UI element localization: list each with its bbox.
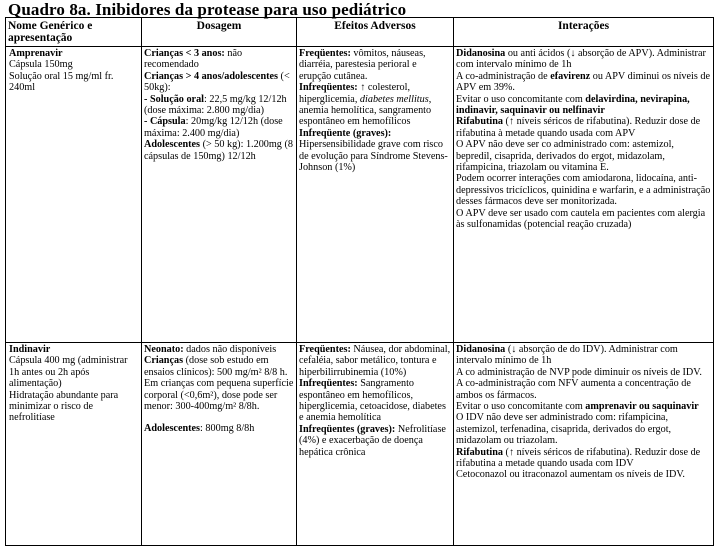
- interaction-text: A co-administração de: [456, 70, 551, 82]
- interaction-text: Evitar o uso concomitante com: [456, 401, 586, 413]
- interaction-text: ou anti ácidos (↓ absorção de APV). Administrar com intervalo mínimo de 1h: [456, 48, 706, 71]
- interaction-text: O IDV não deve ser administrado com: rifampicina, astemizol, terfenadina, cisaprida, derivados do ergot, midazolam ou triazolam.: [456, 412, 672, 447]
- effect-text: Náusea, dor abdominal, cefaléia, sabor metálico, tontura e hiperbilirrubinemia (10%): [299, 344, 451, 378]
- dose-text: : 20mg/kg 12/12h (dose máxima: 2.400 mg/dia): [144, 116, 283, 139]
- interaction-text: ou APV diminui os níveis de APV em 39%.: [456, 70, 710, 94]
- effect-label: Infreqüente (graves):: [299, 127, 392, 139]
- dosage-cell: [142, 343, 297, 546]
- interaction-drug: efavirenz: [550, 70, 591, 82]
- interaction-drug: Didanosina: [456, 48, 506, 59]
- dose-text: não recomendado: [144, 48, 243, 71]
- dose-text: (> 50 kg): 1.200mg (8 cápsulas de 150mg) 12/12h: [144, 139, 293, 162]
- dose-text: : 800mg 8/8h: [200, 423, 255, 435]
- dose-text: (dose sob estudo em ensaios clínicos): 500 mg/m² 8/8 h. Em crianças com pequena superfície corporal (<0,6m²), dose pode ser menor: 300-400mg/m² 8/8h.: [144, 355, 294, 413]
- effect-text: Hipersensibilidade grave com risco de evolução para Síndrome Stevens-Johnson (1%): [299, 139, 448, 174]
- interaction-text: O APV não deve ser co administrado com: astemizol, bepredil, cisaprida, derivados do ergot, midazolam, rifampicina, triazolam ou vitamina E.: [456, 139, 674, 174]
- drug-table: [5, 17, 714, 546]
- interaction-text: Evitar o uso concomitante com: [456, 93, 586, 105]
- effects-cell: [297, 343, 454, 546]
- interaction-text: Podem ocorrer interações com amiodarona, lidocaína, anti-depressivos tricíclicos, quinidina e warfarin, e a administração desses fármacos deve ser monitorizada.: [456, 173, 711, 208]
- page-title: Quadro 8a. Inibidores da protease para uso pediátrico: [8, 0, 407, 19]
- dose-label: Crianças: [144, 355, 184, 367]
- interaction-text: O APV deve ser usado com cautela em pacientes com alergia às sulfonamidas (potencial reação cruzada): [456, 207, 706, 231]
- interaction-drug: Rifabutina: [456, 446, 503, 458]
- interactions-cell: [454, 343, 714, 546]
- dosage-cell: [142, 47, 297, 343]
- header-row: [6, 18, 714, 47]
- interaction-text: A co-administração com NFV aumenta a concentração de ambos os fármacos.: [456, 378, 691, 401]
- interaction-text: (↑ níveis séricos de rifabutina). Reduzir dose de rifabutina à metade quando usada com APV: [456, 116, 701, 139]
- effect-text: , anemia hemolítica, sangramento espontâneo em hemofílicos: [299, 93, 432, 128]
- dose-text: dados não disponíveis: [183, 344, 277, 355]
- interaction-drug: delavirdina, nevirapina, indinavir, saquinavir ou nelfinavir: [456, 93, 690, 117]
- effect-label: Infreqüentes:: [299, 82, 358, 94]
- drug-name: Amprenavir: [9, 48, 63, 59]
- dose-label: Neonato:: [144, 344, 184, 355]
- dose-label: - Cápsula: [144, 116, 186, 128]
- dose-label: Crianças < 3 anos:: [144, 48, 225, 59]
- interaction-drug: Didanosina: [456, 344, 506, 355]
- drug-name: Indinavir: [9, 344, 51, 355]
- dose-label: Adolescentes: [144, 423, 201, 435]
- dose-label: - Solução oral: [144, 93, 204, 105]
- table-row: [6, 47, 714, 343]
- header-interacoes: Interações: [454, 18, 714, 47]
- interaction-text: (↑ níveis séricos de rifabutina). Reduzir dose de rifabutina a metade quando usada com IDV: [456, 446, 701, 470]
- effect-label: Infreqüentes:: [299, 378, 358, 390]
- table-row: [6, 343, 714, 546]
- effect-text: Sangramento espontâneo em hemofílicos, hiperglicemia, cetoacidose, diabetes e anemia hemolítica: [299, 378, 446, 424]
- drug-line: Solução oral 15 mg/ml fr. 240ml: [9, 70, 114, 94]
- effect-text: ↑ colesterol, hiperglicemia,: [299, 82, 411, 105]
- drug-line: Cápsula 150mg: [9, 59, 73, 71]
- dose-text: (< 50kg):: [144, 70, 290, 94]
- interaction-drug: amprenavir ou saquinavir: [585, 401, 699, 413]
- dose-label: Crianças > 4 anos/adolescentes: [144, 70, 278, 82]
- effect-text: vômitos, náuseas, diarréia, parestesia perioral e erupção cutânea.: [299, 48, 426, 82]
- drug-line: Cápsula 400 mg (administrar 1h antes ou 2h após alimentação): [9, 355, 128, 390]
- effect-label: Freqüentes:: [299, 344, 351, 355]
- dose-text: : 22,5 mg/kg 12/12h (dose máxima: 2.800 mg/dia): [144, 93, 287, 117]
- header-efeitos: Efeitos Adversos: [297, 18, 454, 47]
- effect-label: Infreqüentes (graves):: [299, 423, 396, 435]
- drug-line: Hidratação abundante para minimizar o risco de nefrolitíase: [9, 389, 119, 424]
- dose-label: Adolescentes: [144, 139, 201, 151]
- header-dosagem: Dosagem: [142, 18, 297, 47]
- effect-label: Freqüentes:: [299, 48, 351, 59]
- interaction-text: (↓ absorção de do IDV). Administrar com intervalo mínimo de 1h: [456, 344, 678, 367]
- interaction-drug: Rifabutina: [456, 116, 503, 128]
- drug-cell: [6, 343, 142, 546]
- interaction-text: Cetoconazol ou itraconazol aumentam os níveis de IDV.: [456, 469, 685, 481]
- effect-text: diabetes mellitus: [359, 93, 429, 105]
- effect-text: Nefrolitíase (4%) e exacerbação de doença hepática crônica: [299, 423, 446, 458]
- header-nome: Nome Genérico e apresentação: [6, 18, 142, 47]
- interactions-cell: [454, 47, 714, 343]
- effects-cell: [297, 47, 454, 343]
- drug-cell: [6, 47, 142, 343]
- interaction-text: A co administração de NVP pode diminuir os níveis de IDV.: [456, 366, 702, 378]
